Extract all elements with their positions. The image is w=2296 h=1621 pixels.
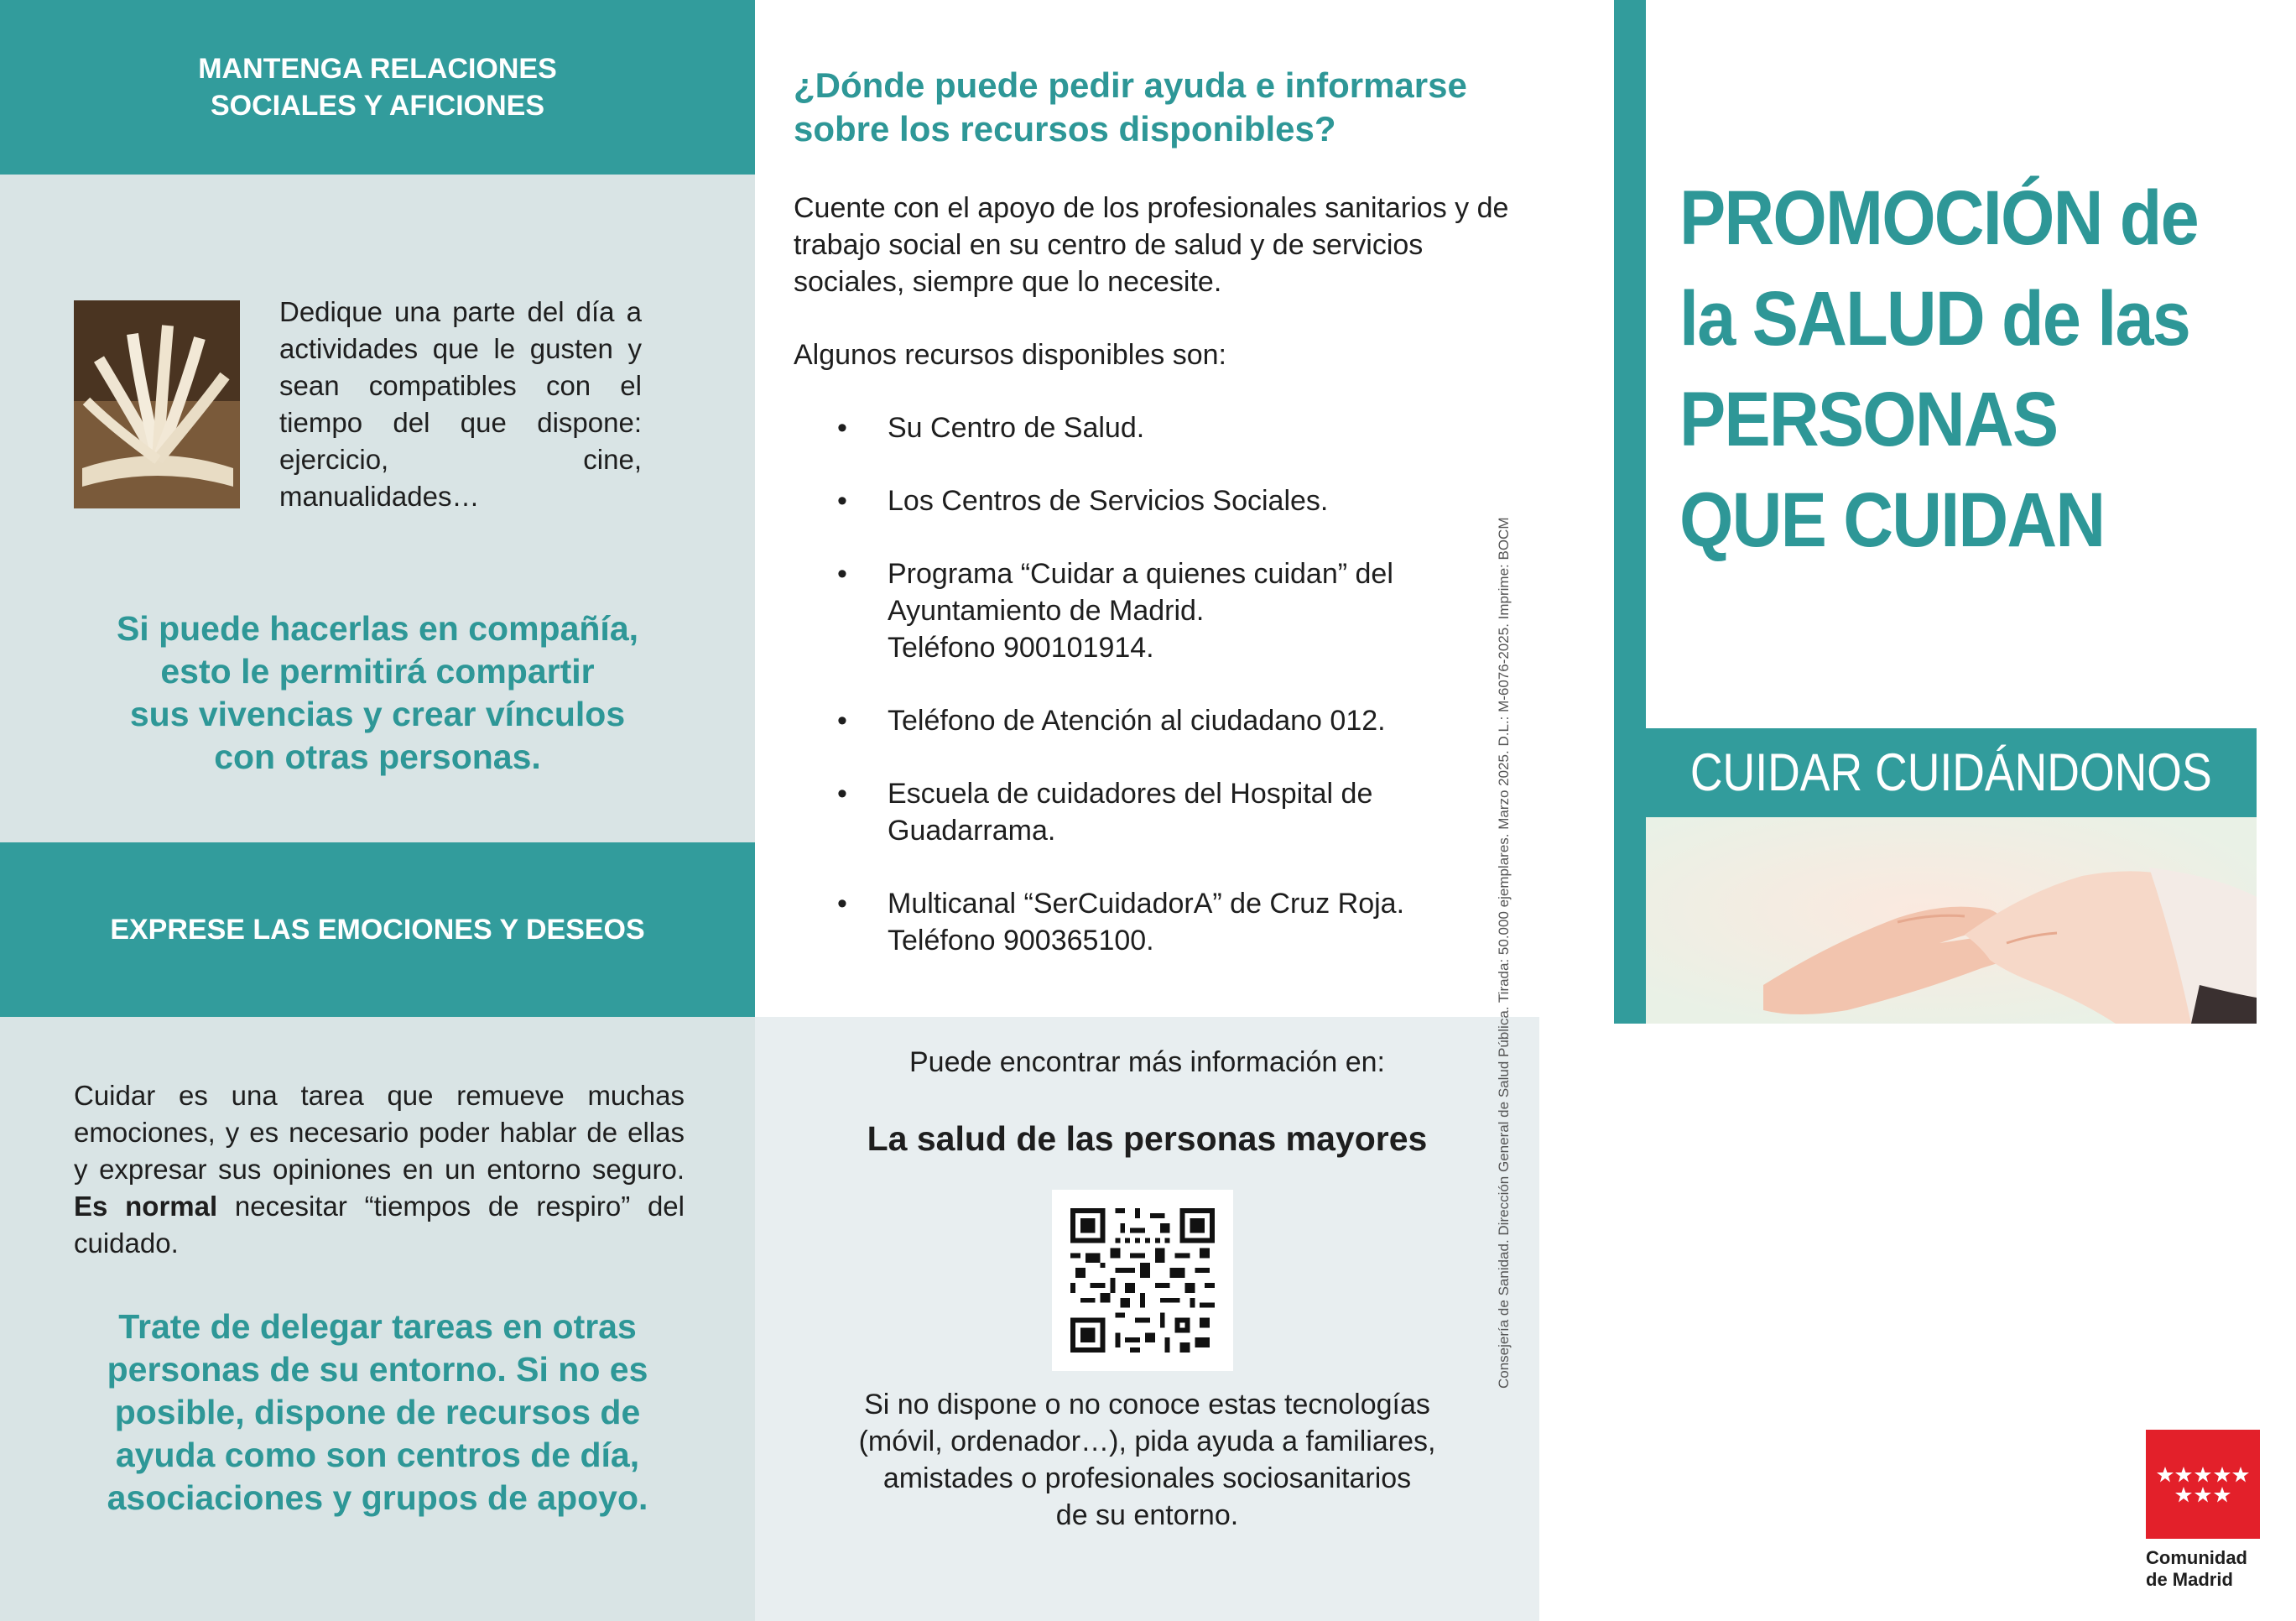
list-item [794, 482, 1481, 519]
more-info-label: Puede encontrar más información en: [909, 1046, 1385, 1078]
support-paragraph: Cuente con el apoyo de los profesionales sanitarios y de trabajo social en su centro de salud y de servicios sociales, siempre que lo necesite. [794, 192, 1509, 298]
section-title-emotions-text: EXPRESE LAS EMOCIONES Y DESEOS [110, 914, 645, 946]
holding-hands-image [1646, 817, 2257, 1024]
cover-accent-bar [1614, 0, 1646, 1024]
resource-line: Guadarrama. [888, 815, 1056, 847]
company-highlight-line-4: con otras personas. [214, 738, 541, 776]
section-title-social-line-1: MANTENGA RELACIONES [198, 53, 557, 85]
company-highlight-line-3: sus vivencias y crear vínculos [129, 695, 626, 733]
resource-line: • Teléfono de Atención al ciudadano 012. [888, 705, 1386, 737]
wordmark-line-1: Comunidad [2146, 1547, 2247, 1568]
cover-title-line-4: QUE CUIDAN [1679, 477, 2105, 563]
resource-line: • Su Centro de Salud. [888, 412, 1145, 444]
middle-panel [755, 0, 1539, 1621]
no-technology-line-1: Si no dispone o no conoce estas tecnologías [864, 1389, 1430, 1420]
comunidad-de-madrid-wordmark [2146, 1547, 2280, 1591]
resource-line: • Escuela de cuidadores del Hospital de [888, 778, 1373, 810]
health-older-people-title: La salud de las personas mayores [867, 1119, 1428, 1158]
list-item [794, 702, 1481, 739]
comunidad-de-madrid-logo [2146, 1430, 2260, 1539]
cover-title-line-3: PERSONAS [1679, 377, 2058, 462]
no-technology-note [755, 1386, 1539, 1534]
resources-list [794, 409, 1481, 995]
list-item [794, 885, 1481, 959]
company-highlight-line-1: Si puede hacerlas en compañía, [116, 609, 639, 648]
resource-phone: Teléfono 900101914. [888, 632, 1154, 664]
resources-intro: Algunos recursos disponibles son: [794, 339, 1226, 371]
emotions-text-start: Cuidar es una tarea que remueve muchas emociones, y es necesario poder hablar de ellas y expresar sus opiniones en un entorno seguro. [74, 1080, 685, 1185]
print-credit-text: Consejería de Sanidad. Dirección General de Salud Pública. Tirada: 50.000 ejemplares. Marzo 2025. D.L.: M-6076-2025. Imprime: BOCM [1496, 517, 1512, 1389]
wordmark-line-2: de Madrid [2146, 1569, 2233, 1590]
cover-title-line-1: PROMOCIÓN de [1679, 175, 2198, 261]
cover-subtitle-band [1646, 728, 2257, 817]
no-technology-line-2: (móvil, ordenador…), pida ayuda a familiares, [858, 1426, 1436, 1457]
help-question-line-2: sobre los recursos disponibles? [794, 109, 1336, 149]
cover-title-line-2: la SALUD de las [1679, 276, 2189, 362]
help-question-title [794, 64, 1515, 151]
resource-line: • Los Centros de Servicios Sociales. [888, 485, 1329, 517]
emotions-text-bold: Es normal [74, 1191, 218, 1222]
no-technology-line-3: amistades o profesionales sociosanitarios [882, 1462, 1412, 1494]
list-item [794, 555, 1481, 666]
list-item [794, 409, 1481, 446]
company-highlight-line-2: esto le permitirá compartir [160, 652, 595, 691]
company-highlight [0, 607, 755, 779]
cover-title [1679, 168, 2208, 571]
resource-line: Ayuntamiento de Madrid. [888, 595, 1205, 627]
cover-subtitle: CUIDAR CUIDÁNDONOS [1690, 743, 2212, 802]
hobbies-paragraph: Dedique una parte del día a actividades que le gusten y sean compatibles con el tiempo del que dispone: ejercicio, cine, manualidades… [279, 296, 642, 512]
open-book-image [74, 300, 240, 508]
section-title-social [0, 0, 755, 175]
section-title-emotions [0, 842, 755, 1017]
resource-line: • Programa “Cuidar a quienes cuidan” del [888, 558, 1393, 590]
print-credit-vertical [1496, 517, 1512, 1393]
list-item [794, 775, 1481, 849]
qr-code-icon[interactable] [1052, 1190, 1233, 1371]
no-technology-line-4: de su entorno. [1055, 1499, 1239, 1531]
resource-line: • Multicanal “SerCuidadorA” de Cruz Roja. [888, 888, 1405, 920]
delegate-highlight: Trate de delegar tareas en otras personas de su entorno. Si no es posible, dispone de recursos de ayuda como son centros de día, asociaciones y grupos de apoyo. [107, 1307, 648, 1517]
left-panel [0, 0, 755, 1621]
emotions-text-end: necesitar “tiempos de respiro” del cuidado. [74, 1191, 685, 1259]
resource-phone: Teléfono 900365100. [888, 925, 1154, 956]
section-title-social-line-2: SOCIALES Y AFICIONES [210, 90, 544, 122]
emotions-paragraph [74, 1077, 685, 1262]
help-question-line-1: ¿Dónde puede pedir ayuda e informarse [794, 65, 1467, 105]
